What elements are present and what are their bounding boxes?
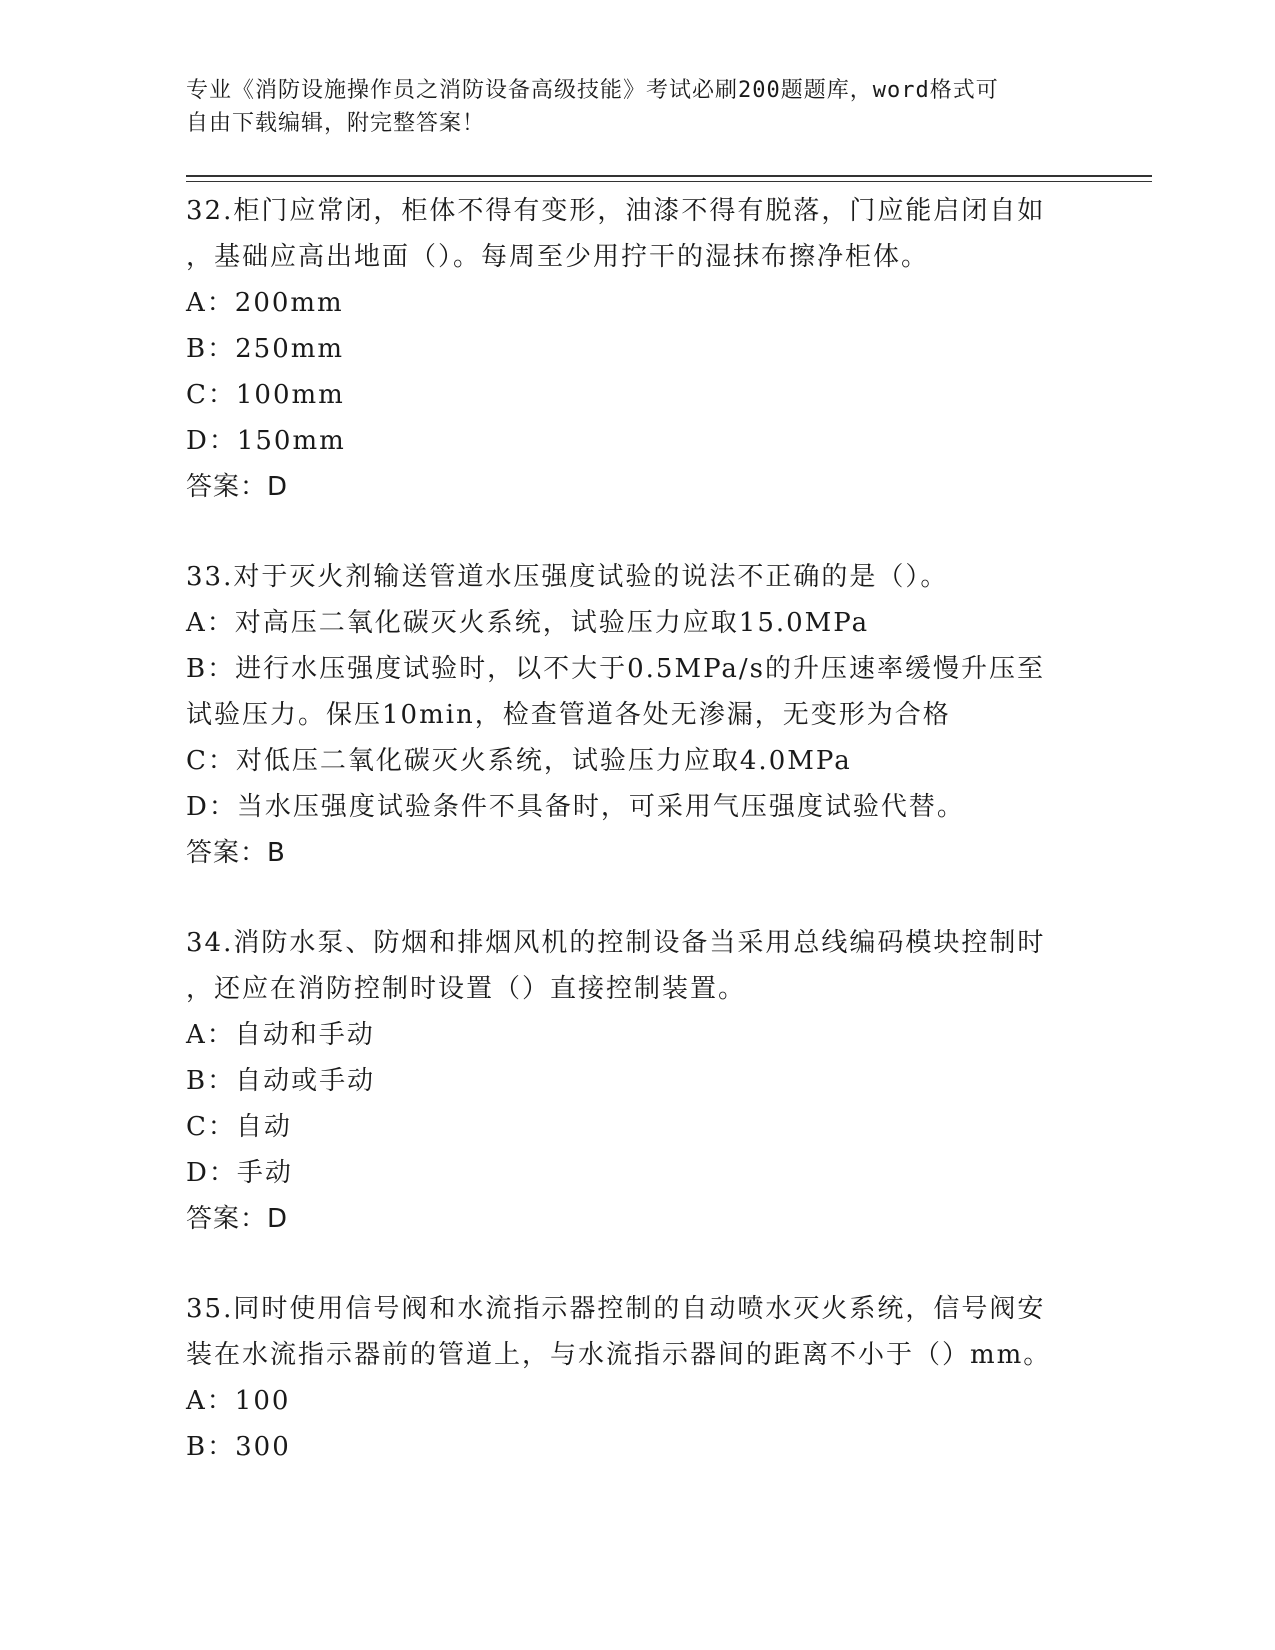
question-33-option-d: D：当水压强度试验条件不具备时，可采用气压强度试验代替。	[186, 792, 965, 822]
question-33	[186, 554, 1086, 876]
question-32-option-a: A：200mm	[186, 288, 344, 318]
question-32-option-c: C：100mm	[186, 380, 345, 410]
question-35-option-a: A：100	[186, 1386, 291, 1416]
question-34-answer: 答案：D	[186, 1204, 289, 1234]
question-34	[186, 920, 1086, 1242]
header-line-2: 自由下载编辑，附完整答案！	[186, 111, 486, 136]
question-35	[186, 1286, 1086, 1470]
header-divider-thick	[186, 175, 1152, 177]
question-33-option-b-line-1: B：进行水压强度试验时，以不大于0.5MPa/s的升压速率缓慢升压至	[186, 654, 1046, 684]
question-34-stem-line-1: 34.消防水泵、防烟和排烟风机的控制设备当采用总线编码模块控制时	[186, 928, 1046, 958]
question-32-option-b: B：250mm	[186, 334, 345, 364]
question-34-stem-line-2: ，还应在消防控制时设置（）直接控制装置。	[186, 974, 747, 1004]
question-34-option-c: C：自动	[186, 1112, 292, 1142]
question-32-stem-line-1: 32.柜门应常闭，柜体不得有变形，油漆不得有脱落，门应能启闭自如	[186, 196, 1046, 226]
header-line-1: 专业《消防设施操作员之消防设备高级技能》考试必刷200题题库，word格式可	[186, 78, 999, 103]
question-33-option-b-line-2: 试验压力。保压10min，检查管道各处无渗漏，无变形为合格	[186, 700, 951, 730]
question-33-stem-line-1: 33.对于灭火剂输送管道水压强度试验的说法不正确的是（）。	[186, 562, 949, 592]
question-32	[186, 188, 1086, 510]
question-32-option-d: D：150mm	[186, 426, 346, 456]
question-32-stem-line-2: ，基础应高出地面（）。每周至少用拧干的湿抹布擦净柜体。	[186, 242, 930, 272]
question-33-option-c: C：对低压二氧化碳灭火系统，试验压力应取4.0MPa	[186, 746, 852, 776]
question-33-answer: 答案：B	[186, 838, 286, 868]
document-header	[186, 74, 1086, 140]
question-34-option-b: B：自动或手动	[186, 1066, 376, 1096]
question-34-option-a: A：自动和手动	[186, 1020, 375, 1050]
question-32-answer: 答案：D	[186, 472, 289, 502]
question-list	[186, 188, 1086, 1514]
question-34-option-d: D：手动	[186, 1158, 293, 1188]
header-divider-thin	[186, 181, 1152, 182]
question-35-stem-line-1: 35.同时使用信号阀和水流指示器控制的自动喷水灭火系统，信号阀安	[186, 1294, 1046, 1324]
question-35-stem-line-2: 装在水流指示器前的管道上，与水流指示器间的距离不小于（）mm。	[186, 1340, 1052, 1370]
question-33-option-a: A：对高压二氧化碳灭火系统，试验压力应取15.0MPa	[186, 608, 870, 638]
question-35-option-b: B：300	[186, 1432, 291, 1462]
